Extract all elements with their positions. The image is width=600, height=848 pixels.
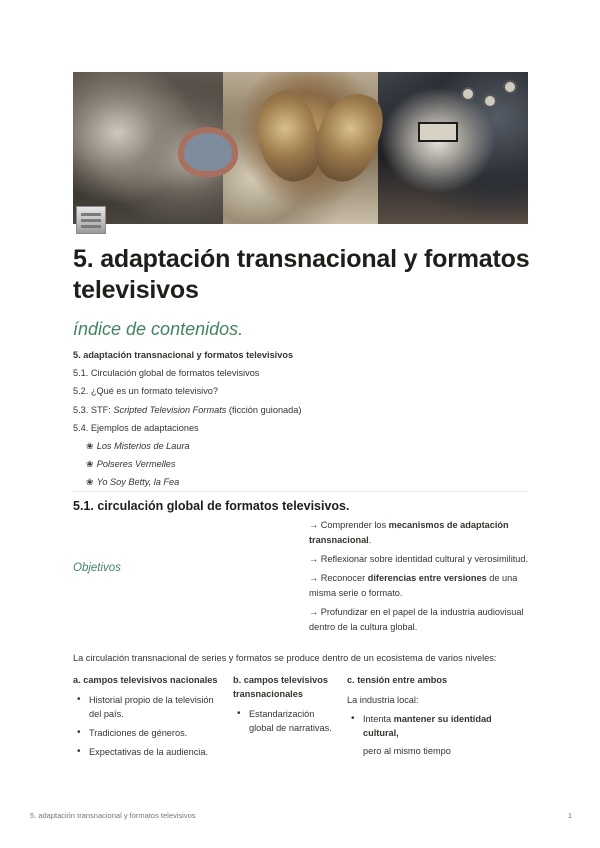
toc-text: Polseres Vermelles xyxy=(96,459,176,470)
list-item: • Tradiciones de géneros. xyxy=(73,726,223,740)
page-icon xyxy=(76,206,106,234)
intro-paragraph: La circulación transnacional de series y formatos se produce dentro de un ecosistema de varios niveles: xyxy=(73,653,497,663)
objective-item xyxy=(309,605,529,635)
toc-link-section-5-2[interactable]: 5.2. ¿Qué es un formato televisivo? xyxy=(73,386,219,397)
list-item: • Historial propio de la televisión del país. xyxy=(73,693,223,721)
toc-text: Los Misterios de Laura xyxy=(96,440,190,451)
cover-panel-guitar xyxy=(378,72,528,224)
page-number: 1 xyxy=(567,811,572,820)
toc-text: Yo Soy Betty, la Fea xyxy=(96,477,180,488)
bullet-list xyxy=(73,693,223,759)
column-transnational-fields xyxy=(233,673,338,740)
guitar-knob xyxy=(483,94,497,108)
heart-locket-shape xyxy=(178,127,238,177)
column-title: c. tensión entre ambos xyxy=(347,675,448,685)
objectives-list xyxy=(309,518,529,639)
column-national-fields xyxy=(73,673,223,764)
objective-bold-text: diferencias entre versiones xyxy=(367,573,487,583)
flower-icon: ❀ xyxy=(86,440,94,451)
objective-bold-text: mecanismos de adaptación transnacional xyxy=(309,520,509,545)
footer-title: 5. adaptación transnacional y formatos televisivos xyxy=(30,811,196,820)
guitar-knob xyxy=(461,87,475,101)
list-item-bold-text: mantener su identidad cultural, xyxy=(363,714,492,738)
section-heading: 5.1. circulación global de formatos televisivos. xyxy=(73,499,350,513)
toc-text: 5.3. STF: xyxy=(73,404,114,415)
guitar-knob xyxy=(503,80,517,94)
toc-heading: índice de contenidos. xyxy=(73,319,244,339)
column-title: a. campos televisivos nacionales xyxy=(73,675,218,685)
toc-text-italic: Scripted Television Formats xyxy=(113,404,227,415)
list-item: • Expectativas de la audiencia. xyxy=(73,745,223,759)
guitar-pickup-shape xyxy=(418,122,458,142)
objectives-label: Objetivos xyxy=(73,562,121,574)
bullet-list xyxy=(347,712,527,758)
toc-link-section-5-1[interactable]: 5.1. Circulación global de formatos televisivos xyxy=(73,368,260,379)
bullet-list xyxy=(233,707,338,735)
objective-text: → Reflexionar sobre identidad cultural y verosimilitud. xyxy=(309,554,529,564)
list-item-text: Intenta xyxy=(363,714,394,724)
column-tension xyxy=(347,673,527,763)
objective-item xyxy=(309,552,529,567)
toc-link-section-5-4[interactable]: 5.4. Ejemplos de adaptaciones xyxy=(73,422,199,433)
flower-icon: ❀ xyxy=(86,459,94,470)
toc-link-section-5-3[interactable] xyxy=(73,401,528,419)
toc-link-polseres-vermelles[interactable] xyxy=(73,455,528,473)
objective-item xyxy=(309,518,529,548)
list-item: • Estandarización global de narrativas. xyxy=(233,707,338,735)
objective-text: → Profundizar en el papel de la industria audiovisual dentro de la cultura global. xyxy=(309,607,524,632)
table-of-contents xyxy=(73,346,528,492)
toc-link-yo-soy-betty[interactable] xyxy=(73,473,528,491)
list-item xyxy=(347,712,527,758)
toc-link-section-5[interactable]: 5. adaptación transnacional y formatos televisivos xyxy=(73,350,294,360)
objective-text: . xyxy=(368,535,372,545)
page-title: 5. adaptación transnacional y formatos televisivos xyxy=(73,245,530,304)
column-text: La industria local: xyxy=(347,695,419,705)
objective-item xyxy=(309,571,529,601)
objective-text: de una misma serie o formato. xyxy=(309,573,518,598)
toc-link-misterios-de-laura[interactable] xyxy=(73,437,528,455)
list-item-continuation: pero al mismo tiempo xyxy=(363,746,451,756)
toc-text: (ficción guionada) xyxy=(226,404,302,415)
objective-text: → Comprender los xyxy=(309,520,389,530)
objective-text: → Reconocer xyxy=(309,573,368,583)
cover-banner-image xyxy=(73,72,528,224)
column-title: b. campos televisivos transnacionales xyxy=(233,675,328,699)
flower-icon: ❀ xyxy=(86,477,94,488)
